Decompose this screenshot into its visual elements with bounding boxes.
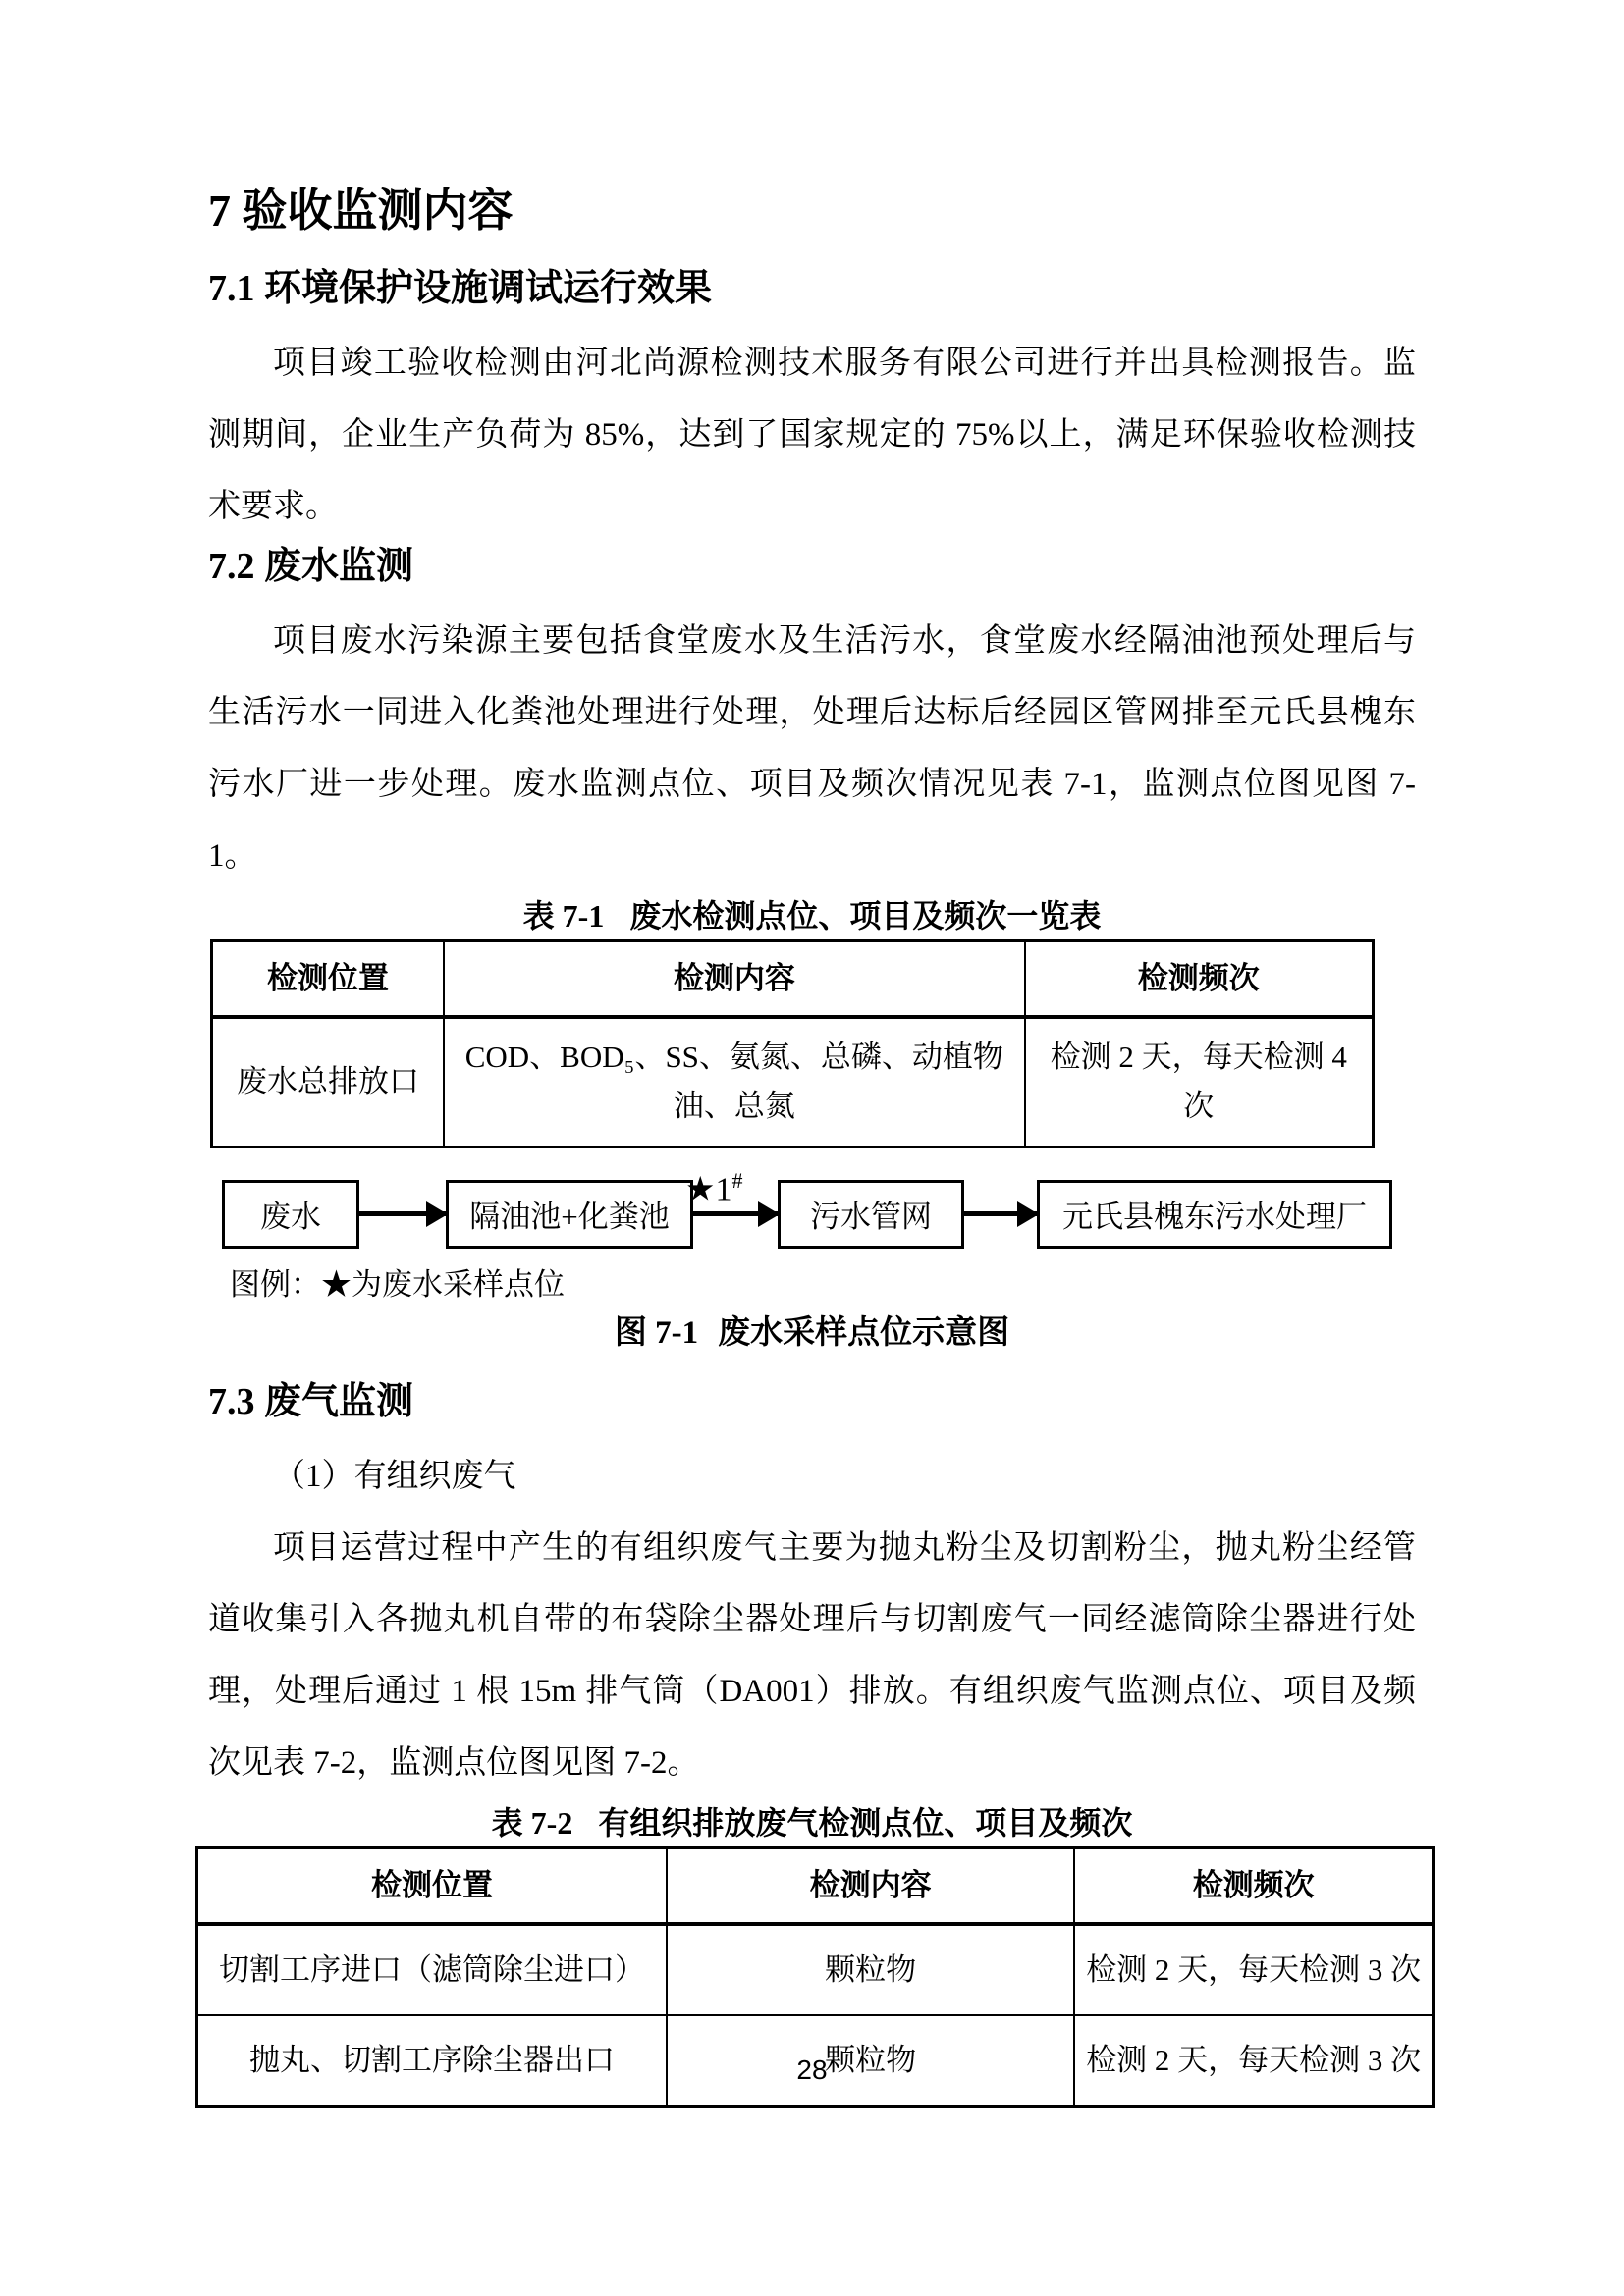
text-line: 污水厂进一步处理。废水监测点位、项目及频次情况见表 7-1，监测点位图见图 7- xyxy=(208,767,1416,802)
section-heading-7-2: 7.2 废水监测 xyxy=(208,546,414,587)
table-header-row xyxy=(212,941,1374,1018)
table-header-cell: 检测内容 xyxy=(444,941,1025,1018)
section-heading-7-1: 7.1 环境保护设施调试运行效果 xyxy=(208,268,713,309)
figure-legend: 图例：★为废水采样点位 xyxy=(230,1266,565,1302)
figure-7-1-caption xyxy=(208,1309,1416,1357)
flow-box-sewage-network: 污水管网 xyxy=(778,1180,964,1249)
text-line: 项目废水污染源主要包括食堂废水及生活污水，食堂废水经隔油池预处理后与 xyxy=(273,623,1416,659)
wastewater-monitoring-table xyxy=(210,939,1375,1148)
text-line: 生活污水一同进入化粪池处理进行处理，处理后达标后经园区管网排至元氏县槐东 xyxy=(208,695,1416,730)
table-row xyxy=(197,1924,1434,2015)
table-cell: 废水总排放口 xyxy=(212,1017,445,1147)
table-cell: 切割工序进口（滤筒除尘进口） xyxy=(197,1924,667,2015)
paragraph-7-1 xyxy=(208,328,1416,543)
table-cell: 颗粒物 xyxy=(667,2015,1074,2107)
text-line: 项目运营过程中产生的有组织废气主要为抛丸粉尘及切割粉尘，抛丸粉尘经管 xyxy=(273,1529,1416,1566)
flow-arrow-2 xyxy=(685,1167,778,1216)
table-cell: 检测 2 天，每天检测 3 次 xyxy=(1074,1924,1433,2015)
table-7-1-caption-number: 表 7-1 xyxy=(522,898,605,934)
wastewater-flow-diagram xyxy=(222,1167,1416,1251)
table-header-cell: 检测频次 xyxy=(1074,1847,1433,1924)
table-cell: 检测 2 天，每天检测 4 次 xyxy=(1025,1017,1374,1147)
sampling-point-star-icon: ★1# xyxy=(685,1167,743,1208)
page-number: 28 xyxy=(796,2055,828,2085)
subsection-item-organized-gas: （1）有组织废气 xyxy=(273,1458,516,1494)
table-7-1-caption xyxy=(208,894,1416,937)
text-line: 道收集引入各抛丸机自带的布袋除尘器处理后与切割废气一同经滤筒除尘器进行处 xyxy=(208,1601,1416,1637)
flow-arrow-3 xyxy=(964,1211,1037,1216)
table-7-2-caption-title: 有组织排放废气检测点位、项目及频次 xyxy=(598,1804,1133,1841)
text-line: 测期间，企业生产负荷为 85%，达到了国家规定的 75%以上，满足环保验收检测技 xyxy=(208,417,1416,453)
table-header-row xyxy=(197,1847,1434,1924)
paragraph-7-3 xyxy=(208,1513,1416,1799)
table-header-cell: 检测频次 xyxy=(1025,941,1374,1018)
sampling-point-superscript: # xyxy=(731,1167,743,1193)
flow-box-treatment-plant: 元氏县槐东污水处理厂 xyxy=(1037,1180,1392,1249)
table-7-2-caption xyxy=(208,1801,1416,1844)
table-header-cell: 检测内容 xyxy=(667,1847,1074,1924)
table-cell: 颗粒物 xyxy=(667,1924,1074,2015)
table-header-cell: 检测位置 xyxy=(212,941,445,1018)
table-7-1-caption-title: 废水检测点位、项目及频次一览表 xyxy=(629,898,1102,934)
paragraph-7-2 xyxy=(208,606,1416,892)
text-line: 理，处理后通过 1 根 15m 排气筒（DA001）排放。有组织废气监测点位、项目及频 xyxy=(208,1673,1416,1709)
text-line: 项目竣工验收检测由河北尚源检测技术服务有限公司进行并出具检测报告。监 xyxy=(273,346,1416,381)
table-row xyxy=(212,1017,1374,1147)
figure-7-1-caption-title: 废水采样点位示意图 xyxy=(718,1314,1010,1351)
text-line: 次见表 7-2，监测点位图见图 7-2。 xyxy=(208,1744,700,1781)
flow-box-wastewater: 废水 xyxy=(222,1180,359,1249)
chapter-heading: 7 验收监测内容 xyxy=(208,186,514,236)
table-cell: COD、BOD₅、SS、氨氮、总磷、动植物油、总氮 xyxy=(444,1017,1025,1147)
text-line: 1。 xyxy=(208,838,257,874)
table-cell: 检测 2 天，每天检测 3 次 xyxy=(1074,2015,1433,2107)
table-cell: 抛丸、切割工序除尘器出口 xyxy=(197,2015,667,2107)
table-7-2-caption-number: 表 7-2 xyxy=(491,1804,573,1841)
text-line: 术要求。 xyxy=(208,489,338,524)
flow-box-grease-septic-tank: 隔油池+化粪池 xyxy=(446,1180,693,1249)
flow-arrow-1 xyxy=(359,1211,446,1216)
section-heading-7-3: 7.3 废气监测 xyxy=(208,1380,414,1422)
figure-7-1-caption-number: 图 7-1 xyxy=(614,1314,699,1351)
table-header-cell: 检测位置 xyxy=(197,1847,667,1924)
